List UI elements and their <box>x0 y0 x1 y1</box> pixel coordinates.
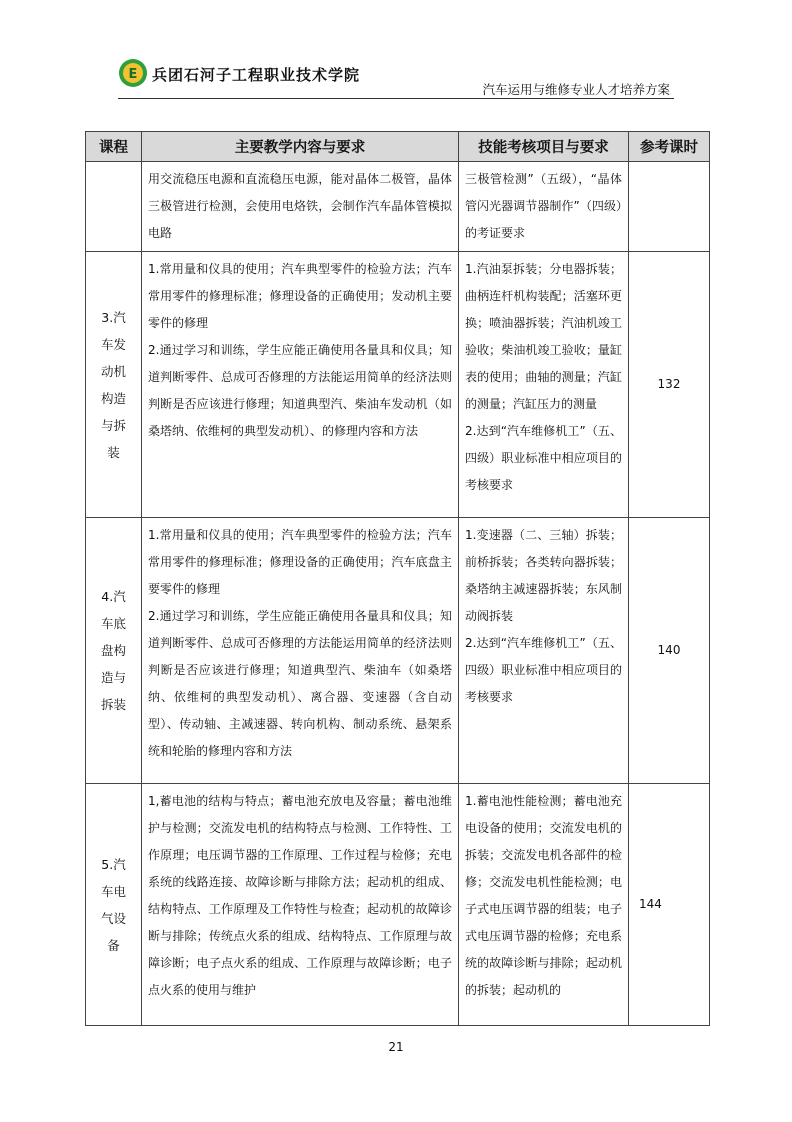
table-row <box>86 162 710 252</box>
table-row <box>86 252 710 518</box>
hours-cell <box>629 162 710 252</box>
skills-cell: 1.蓄电池性能检测；蓄电池充电设备的使用；交流发电机的拆装；交流发电机各部件的检修；交流发电机性能检测；电子式电压调节器的组装；电子式电压调节器的检修；充电系统的故障诊断与排除；起动机的拆装；起动机的 <box>459 784 629 1026</box>
page-number: 21 <box>388 1040 404 1054</box>
course-cell: 3.汽车发动机构造与拆装 <box>86 252 142 518</box>
skills-cell: 1.变速器（二、三轴）拆装；前桥拆装；各类转向器拆装；桑塔纳主减速器拆装；东风制动阀拆装 2.达到“汽车维修机工”（五、四级）职业标准中相应项目的考核要求 <box>459 518 629 784</box>
page-header <box>118 58 674 102</box>
content-cell: 1,蓄电池的结构与特点；蓄电池充放电及容量；蓄电池维护与检测；交流发电机的结构特点与检测、工作特性、工作原理；电压调节器的工作原理、工作过程与检修；充电系统的线路连接、故障诊断与排除方法；起动机的组成、结构特点、工作原理及工作特性与检查；起动机的故障诊断与排除；传统点火系的组成、结构特点、工作原理与故障诊断；电子点火系的组成、工作原理与故障诊断；电子点火系的使用与维护 <box>142 784 459 1026</box>
course-cell: 4.汽车底盘构造与拆装 <box>86 518 142 784</box>
school-logo-icon <box>118 58 148 88</box>
content-cell: 1.常用量和仪具的使用；汽车典型零件的检验方法；汽车常用零件的修理标准；修理设备的正确使用；发动机主要零件的修理 2.通过学习和训练，学生应能正确使用各量具和仪具；知道判断零件、总成可否修理的方法能运用简单的经济法则判断是否应该进行修理；知道典型汽、柴油车发动机（如桑塔纳、依维柯的典型发动机）、的修理内容和方法 <box>142 252 459 518</box>
hours-cell: 144 <box>629 784 710 1026</box>
svg-text:E: E <box>128 67 138 82</box>
table-row <box>86 784 710 1026</box>
content-cell: 用交流稳压电源和直流稳压电源，能对晶体二极管，晶体三极管进行检测，会使用电烙铁，会制作汽车晶体管模拟电路 <box>142 162 459 252</box>
hours-cell: 140 <box>629 518 710 784</box>
skills-cell: 三极管检测”（五级），“晶体管闪光器调节器制作”（四级）的考证要求 <box>459 162 629 252</box>
document-title: 汽车运用与维修专业人才培养方案 <box>482 82 670 97</box>
skills-cell: 1.汽油泵拆装；分电器拆装；曲柄连杆机构装配；活塞环更换；喷油器拆装；汽油机竣工验收；柴油机竣工验收；量缸表的使用；曲轴的测量；汽缸的测量；汽缸压力的测量 2.达到“汽车维修机工”（五、四级）职业标准中相应项目的考核要求 <box>459 252 629 518</box>
column-header-skills: 技能考核项目与要求 <box>459 132 629 162</box>
content-cell: 1.常用量和仪具的使用；汽车典型零件的检验方法；汽车常用零件的修理标准；修理设备的正确使用；汽车底盘主要零件的修理 2.通过学习和训练，学生应能正确使用各量具和仪具；知道判断零件、总成可否修理的方法能运用简单的经济法则判断是否应该进行修理；知道典型汽、柴油车（如桑塔纳、依维柯的典型发动机）、离合器、变速器（含自动型）、传动轴、主减速器、转向机构、制动系统、悬架系统和轮胎的修理内容和方法 <box>142 518 459 784</box>
column-header-course: 课程 <box>86 132 142 162</box>
table-header-row <box>86 132 710 162</box>
header-divider <box>118 98 674 99</box>
column-header-content: 主要教学内容与要求 <box>142 132 459 162</box>
table-row <box>86 518 710 784</box>
column-header-hours: 参考课时 <box>629 132 710 162</box>
curriculum-table <box>85 131 710 1026</box>
hours-cell: 132 <box>629 252 710 518</box>
course-cell: 5.汽车电气设备 <box>86 784 142 1026</box>
course-cell <box>86 162 142 252</box>
school-name: 兵团石河子工程职业技术学院 <box>152 66 361 84</box>
